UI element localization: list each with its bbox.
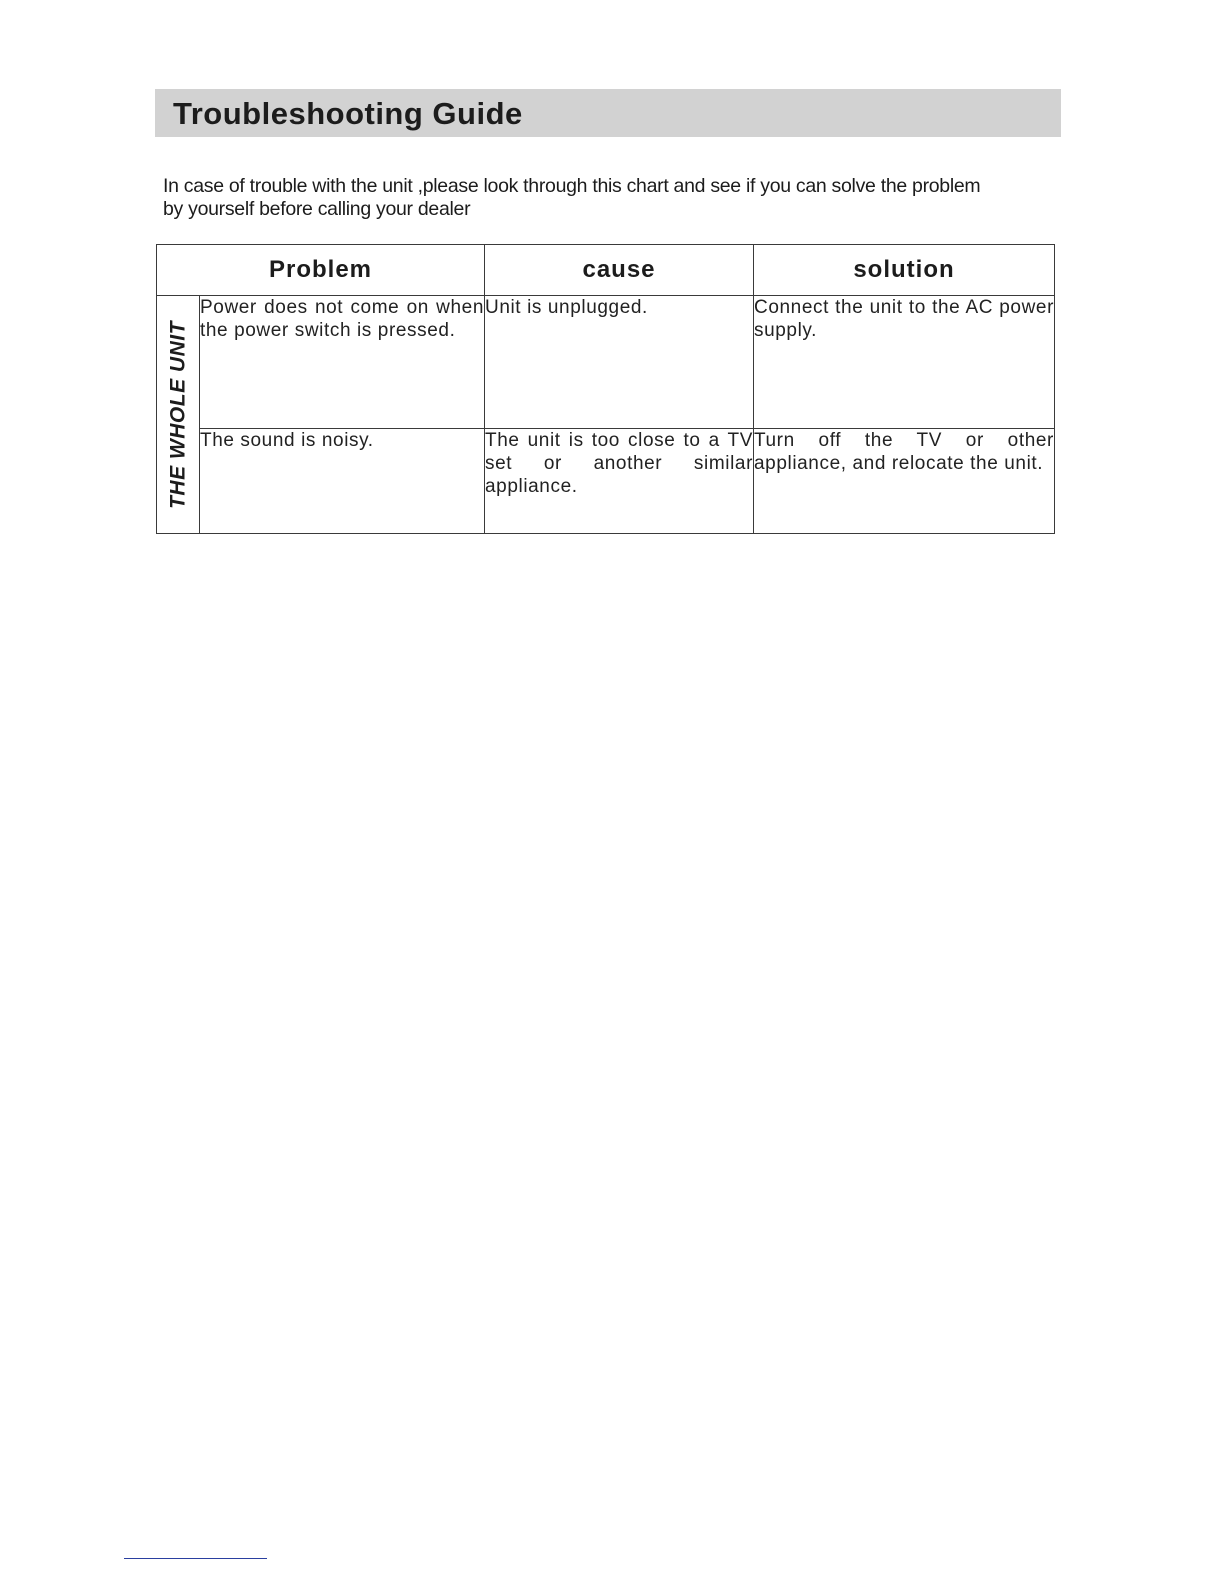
table-row	[157, 429, 1055, 534]
title-bar	[155, 89, 1061, 137]
solution-cell	[754, 296, 1055, 429]
intro-paragraph	[163, 175, 1073, 221]
header-problem: Problem	[157, 245, 485, 296]
header-cause: cause	[485, 245, 754, 296]
solution-text: Connect the unit to the AC power supply.	[754, 297, 1054, 341]
cause-cell	[485, 429, 754, 534]
intro-line-1: In case of trouble with the unit ,please look through this chart and see if you can solve the problem	[163, 175, 981, 197]
troubleshooting-table	[156, 244, 1055, 534]
table-header-row	[157, 245, 1055, 296]
footer-rule	[124, 1558, 267, 1559]
solution-cell	[754, 429, 1055, 534]
problem-text: The sound is noisy.	[200, 430, 374, 451]
header-solution: solution	[754, 245, 1055, 296]
side-label-cell	[157, 296, 200, 534]
table-row	[157, 296, 1055, 429]
problem-cell	[200, 296, 485, 429]
page-title: Troubleshooting Guide	[173, 96, 523, 131]
side-label: THE WHOLE UNIT	[166, 320, 190, 509]
problem-cell	[200, 429, 485, 534]
intro-line-2: by yourself before calling your dealer	[163, 198, 471, 220]
cause-text: The unit is too close to a TV set or another similar appliance.	[485, 430, 753, 497]
cause-text: Unit is unplugged.	[485, 297, 648, 318]
solution-text: Turn off the TV or other appliance, and relocate the unit.	[754, 430, 1054, 474]
problem-text: Power does not come on when the power switch is pressed.	[200, 297, 484, 341]
cause-cell	[485, 296, 754, 429]
